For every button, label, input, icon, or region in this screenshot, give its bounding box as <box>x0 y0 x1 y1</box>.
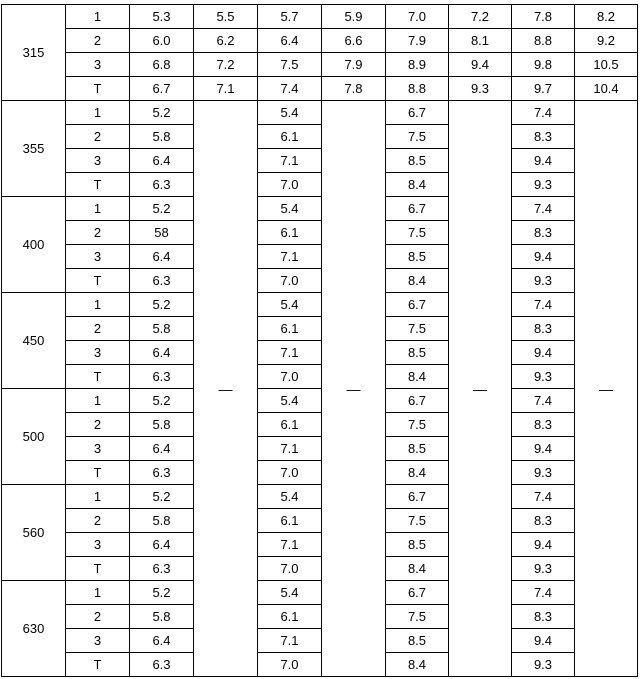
value-cell: 5.2 <box>130 197 194 221</box>
size-cell: 630 <box>2 581 66 677</box>
value-cell: 6.7 <box>386 101 449 125</box>
value-cell: 6.1 <box>258 509 322 533</box>
value-cell: 6.1 <box>258 125 322 149</box>
value-cell: 6.4 <box>258 29 322 53</box>
value-cell: 7.1 <box>258 437 322 461</box>
row-label-cell: 3 <box>66 149 130 173</box>
value-cell: 8.5 <box>386 533 449 557</box>
value-cell: 7.5 <box>258 53 322 77</box>
value-cell: 9.3 <box>512 461 575 485</box>
value-cell: 8.4 <box>386 653 449 677</box>
value-cell: 9.3 <box>512 365 575 389</box>
value-cell: 5.2 <box>130 581 194 605</box>
value-cell: 9.3 <box>512 173 575 197</box>
row-label-cell: 1 <box>66 581 130 605</box>
value-cell: 6.3 <box>130 173 194 197</box>
value-cell: 8.3 <box>512 605 575 629</box>
value-cell: 7.8 <box>512 5 575 29</box>
row-label-cell: 2 <box>66 605 130 629</box>
value-cell: 6.4 <box>130 245 194 269</box>
table-row <box>2 149 638 173</box>
row-label-cell: 2 <box>66 509 130 533</box>
value-cell: 6.0 <box>130 29 194 53</box>
value-cell: 5.4 <box>258 101 322 125</box>
value-cell: 5.8 <box>130 125 194 149</box>
value-cell: 8.5 <box>386 437 449 461</box>
value-cell: 8.3 <box>512 221 575 245</box>
row-label-cell: 3 <box>66 629 130 653</box>
value-cell: 7.4 <box>512 389 575 413</box>
table-row <box>2 533 638 557</box>
table-row <box>2 173 638 197</box>
row-label-cell: 1 <box>66 5 130 29</box>
table-row <box>2 461 638 485</box>
row-label-cell: 3 <box>66 53 130 77</box>
size-cell: 560 <box>2 485 66 581</box>
table-row <box>2 557 638 581</box>
row-label-cell: T <box>66 173 130 197</box>
value-cell: 7.0 <box>258 173 322 197</box>
row-label-cell: 1 <box>66 197 130 221</box>
value-cell: 9.3 <box>512 557 575 581</box>
value-cell: 9.3 <box>512 653 575 677</box>
value-cell: 7.0 <box>258 557 322 581</box>
value-cell: 9.4 <box>512 245 575 269</box>
size-cell: 500 <box>2 389 66 485</box>
value-cell: 9.8 <box>512 53 575 77</box>
value-cell: 8.9 <box>386 53 449 77</box>
value-cell: 8.4 <box>386 269 449 293</box>
value-cell: 8.4 <box>386 173 449 197</box>
table-row <box>2 221 638 245</box>
table-row <box>2 485 638 509</box>
value-cell: 7.0 <box>258 269 322 293</box>
value-cell: 6.7 <box>386 197 449 221</box>
value-cell: 6.7 <box>386 293 449 317</box>
value-cell: 5.2 <box>130 389 194 413</box>
value-cell: 6.1 <box>258 413 322 437</box>
value-cell: 7.4 <box>512 293 575 317</box>
value-cell: 6.7 <box>130 77 194 101</box>
value-cell: 7.4 <box>512 581 575 605</box>
value-cell: 5.9 <box>322 5 386 29</box>
table-row <box>2 53 638 77</box>
value-cell: 6.3 <box>130 269 194 293</box>
value-cell: 7.2 <box>194 53 258 77</box>
value-cell: 6.1 <box>258 317 322 341</box>
row-label-cell: T <box>66 653 130 677</box>
row-label-cell: 2 <box>66 413 130 437</box>
value-cell: 7.0 <box>386 5 449 29</box>
row-label-cell: 1 <box>66 293 130 317</box>
table-row <box>2 77 638 101</box>
row-label-cell: 1 <box>66 485 130 509</box>
row-label-cell: T <box>66 365 130 389</box>
value-cell: 8.4 <box>386 557 449 581</box>
value-cell: 9.2 <box>575 29 638 53</box>
table-row <box>2 605 638 629</box>
value-cell: 7.5 <box>386 413 449 437</box>
value-cell: 7.4 <box>512 485 575 509</box>
value-cell: 6.4 <box>130 341 194 365</box>
value-cell: 8.1 <box>449 29 512 53</box>
value-cell: 7.4 <box>512 101 575 125</box>
value-cell: 7.1 <box>258 149 322 173</box>
table-row <box>2 413 638 437</box>
value-cell: 7.1 <box>194 77 258 101</box>
value-cell: 5.4 <box>258 197 322 221</box>
value-cell: 7.1 <box>258 533 322 557</box>
table-row <box>2 389 638 413</box>
value-cell: 6.3 <box>130 653 194 677</box>
value-cell: 5.3 <box>130 5 194 29</box>
value-cell: 7.2 <box>449 5 512 29</box>
value-cell: 7.5 <box>386 605 449 629</box>
value-cell: 10.5 <box>575 53 638 77</box>
row-label-cell: T <box>66 77 130 101</box>
row-label-cell: 2 <box>66 221 130 245</box>
value-cell: 8.5 <box>386 245 449 269</box>
value-cell: 5.5 <box>194 5 258 29</box>
value-cell: 7.9 <box>322 53 386 77</box>
value-cell: 6.7 <box>386 389 449 413</box>
value-cell: 5.4 <box>258 293 322 317</box>
not-applicable-cell: — <box>575 101 638 677</box>
value-cell: 7.0 <box>258 365 322 389</box>
value-cell: 8.5 <box>386 149 449 173</box>
value-cell: 8.4 <box>386 365 449 389</box>
table-row <box>2 629 638 653</box>
value-cell: 7.5 <box>386 221 449 245</box>
row-label-cell: 2 <box>66 317 130 341</box>
row-label-cell: 2 <box>66 125 130 149</box>
value-cell: 8.5 <box>386 629 449 653</box>
value-cell: 9.4 <box>512 533 575 557</box>
table-row <box>2 29 638 53</box>
not-applicable-cell: — <box>449 101 512 677</box>
value-cell: 9.4 <box>512 629 575 653</box>
value-cell: 7.4 <box>512 197 575 221</box>
value-cell: 7.0 <box>258 461 322 485</box>
value-cell: 9.4 <box>512 437 575 461</box>
value-cell: 7.1 <box>258 341 322 365</box>
value-cell: 6.4 <box>130 533 194 557</box>
value-cell: 5.8 <box>130 317 194 341</box>
value-cell: 6.3 <box>130 365 194 389</box>
table-row <box>2 317 638 341</box>
value-cell: 8.3 <box>512 317 575 341</box>
row-label-cell: 1 <box>66 101 130 125</box>
value-cell: 6.3 <box>130 461 194 485</box>
value-cell: 6.4 <box>130 437 194 461</box>
value-cell: 6.1 <box>258 221 322 245</box>
spec-table <box>1 4 638 677</box>
value-cell: 5.8 <box>130 509 194 533</box>
value-cell: 5.4 <box>258 389 322 413</box>
row-label-cell: T <box>66 269 130 293</box>
table-row <box>2 101 638 125</box>
row-label-cell: T <box>66 461 130 485</box>
value-cell: 6.1 <box>258 605 322 629</box>
value-cell: 8.4 <box>386 461 449 485</box>
value-cell: 6.3 <box>130 557 194 581</box>
value-cell: 5.4 <box>258 485 322 509</box>
value-cell: 5.4 <box>258 581 322 605</box>
table-row <box>2 581 638 605</box>
value-cell: 7.5 <box>386 509 449 533</box>
value-cell: 6.7 <box>386 581 449 605</box>
table-row <box>2 437 638 461</box>
value-cell: 7.0 <box>258 653 322 677</box>
value-cell: 5.8 <box>130 413 194 437</box>
table-row <box>2 341 638 365</box>
table-row <box>2 293 638 317</box>
value-cell: 8.8 <box>512 29 575 53</box>
table-row <box>2 269 638 293</box>
value-cell: 7.8 <box>322 77 386 101</box>
value-cell: 8.3 <box>512 509 575 533</box>
value-cell: 6.4 <box>130 149 194 173</box>
value-cell: 5.7 <box>258 5 322 29</box>
table-row <box>2 365 638 389</box>
value-cell: 7.1 <box>258 245 322 269</box>
size-cell: 315 <box>2 5 66 101</box>
size-cell: 400 <box>2 197 66 293</box>
row-label-cell: 3 <box>66 533 130 557</box>
row-label-cell: 2 <box>66 29 130 53</box>
table-row <box>2 197 638 221</box>
value-cell: 7.5 <box>386 125 449 149</box>
value-cell: 9.4 <box>449 53 512 77</box>
table-row <box>2 125 638 149</box>
value-cell: 9.7 <box>512 77 575 101</box>
value-cell: 9.4 <box>512 149 575 173</box>
size-cell: 450 <box>2 293 66 389</box>
row-label-cell: T <box>66 557 130 581</box>
value-cell: 5.2 <box>130 101 194 125</box>
value-cell: 58 <box>130 221 194 245</box>
table-row <box>2 5 638 29</box>
value-cell: 8.3 <box>512 125 575 149</box>
value-cell: 7.5 <box>386 317 449 341</box>
value-cell: 6.6 <box>322 29 386 53</box>
not-applicable-cell: — <box>322 101 386 677</box>
value-cell: 7.4 <box>258 77 322 101</box>
value-cell: 9.3 <box>512 269 575 293</box>
value-cell: 8.3 <box>512 413 575 437</box>
row-label-cell: 3 <box>66 437 130 461</box>
not-applicable-cell: — <box>194 101 258 677</box>
value-cell: 8.5 <box>386 341 449 365</box>
value-cell: 5.2 <box>130 293 194 317</box>
value-cell: 7.1 <box>258 629 322 653</box>
value-cell: 10.4 <box>575 77 638 101</box>
value-cell: 6.8 <box>130 53 194 77</box>
size-cell: 355 <box>2 101 66 197</box>
row-label-cell: 3 <box>66 245 130 269</box>
row-label-cell: 1 <box>66 389 130 413</box>
value-cell: 8.8 <box>386 77 449 101</box>
value-cell: 8.2 <box>575 5 638 29</box>
table-row <box>2 653 638 677</box>
value-cell: 7.9 <box>386 29 449 53</box>
table-row <box>2 509 638 533</box>
value-cell: 6.2 <box>194 29 258 53</box>
value-cell: 6.7 <box>386 485 449 509</box>
row-label-cell: 3 <box>66 341 130 365</box>
value-cell: 5.8 <box>130 605 194 629</box>
value-cell: 9.3 <box>449 77 512 101</box>
value-cell: 9.4 <box>512 341 575 365</box>
table-row <box>2 245 638 269</box>
value-cell: 6.4 <box>130 629 194 653</box>
value-cell: 5.2 <box>130 485 194 509</box>
